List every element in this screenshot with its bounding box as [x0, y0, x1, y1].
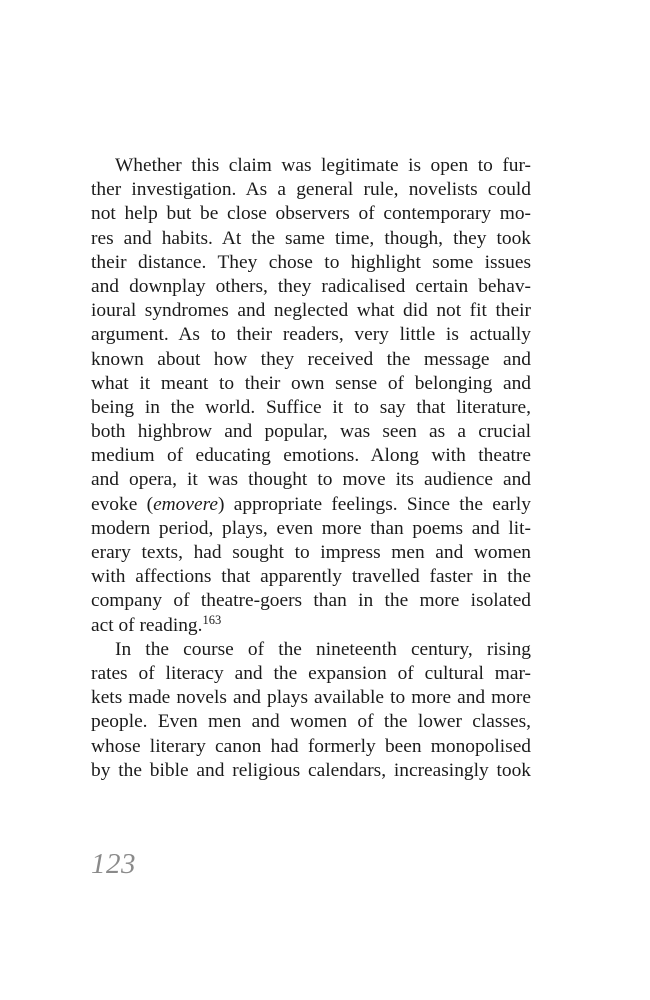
text-line: whose literary canon had formerly been monopolised	[91, 735, 531, 757]
text-line: ioural syndromes and neglected what did not fit their	[91, 300, 531, 322]
text-line-last	[91, 614, 531, 638]
text-line: erary texts, had sought to impress men and women	[91, 542, 531, 563]
text-line: rates of literacy and the expansion of cultural mar-	[91, 662, 531, 684]
text-fragment: ) appropriate feelings. Since the early	[218, 493, 531, 515]
text-line: Whether this claim was legitimate is open to fur-	[115, 155, 531, 176]
text-line: modern period, plays, even more than poems and lit-	[91, 517, 531, 539]
text-line: and opera, it was thought to move its audience and	[91, 469, 531, 491]
footnote-marker[interactable]: 163	[202, 612, 222, 627]
text-line: argument. As to their readers, very little is actually	[91, 324, 531, 346]
paragraph-2	[91, 638, 531, 783]
text-line: not help but be close observers of contemporary mo-	[91, 203, 531, 225]
text-line: res and habits. At the same time, though, they took	[91, 227, 531, 249]
text-line: both highbrow and popular, was seen as a crucial	[91, 421, 531, 443]
text-line: by the bible and religious calendars, increasingly took	[91, 759, 531, 781]
text-line: their distance. They chose to highlight some issues	[91, 251, 531, 273]
text-line: company of theatre-goers than in the more isolated	[91, 590, 531, 612]
italic-term: emovere	[153, 493, 219, 515]
text-line: known about how they received the message and	[91, 348, 531, 370]
text-line: kets made novels and plays available to more and more	[91, 687, 531, 709]
paragraph-1	[91, 154, 531, 638]
text-fragment: evoke (	[91, 493, 154, 515]
text-line: In the course of the nineteenth century, rising	[115, 638, 531, 660]
text-fragment: act of reading.	[91, 614, 203, 636]
text-line-emovere	[91, 493, 531, 517]
text-line: and downplay others, they radicalised certain behav-	[91, 275, 531, 297]
body-text	[91, 154, 531, 783]
text-line: being in the world. Suffice it to say that literature,	[91, 396, 531, 418]
text-line: people. Even men and women of the lower classes,	[91, 711, 531, 733]
text-line: what it meant to their own sense of belonging and	[91, 372, 531, 394]
text-line: with affections that apparently travelled faster in the	[91, 566, 531, 588]
text-line: ther investigation. As a general rule, novelists could	[91, 179, 531, 201]
text-line: medium of educating emotions. Along with theatre	[91, 445, 531, 467]
page-number: 123	[91, 848, 136, 880]
